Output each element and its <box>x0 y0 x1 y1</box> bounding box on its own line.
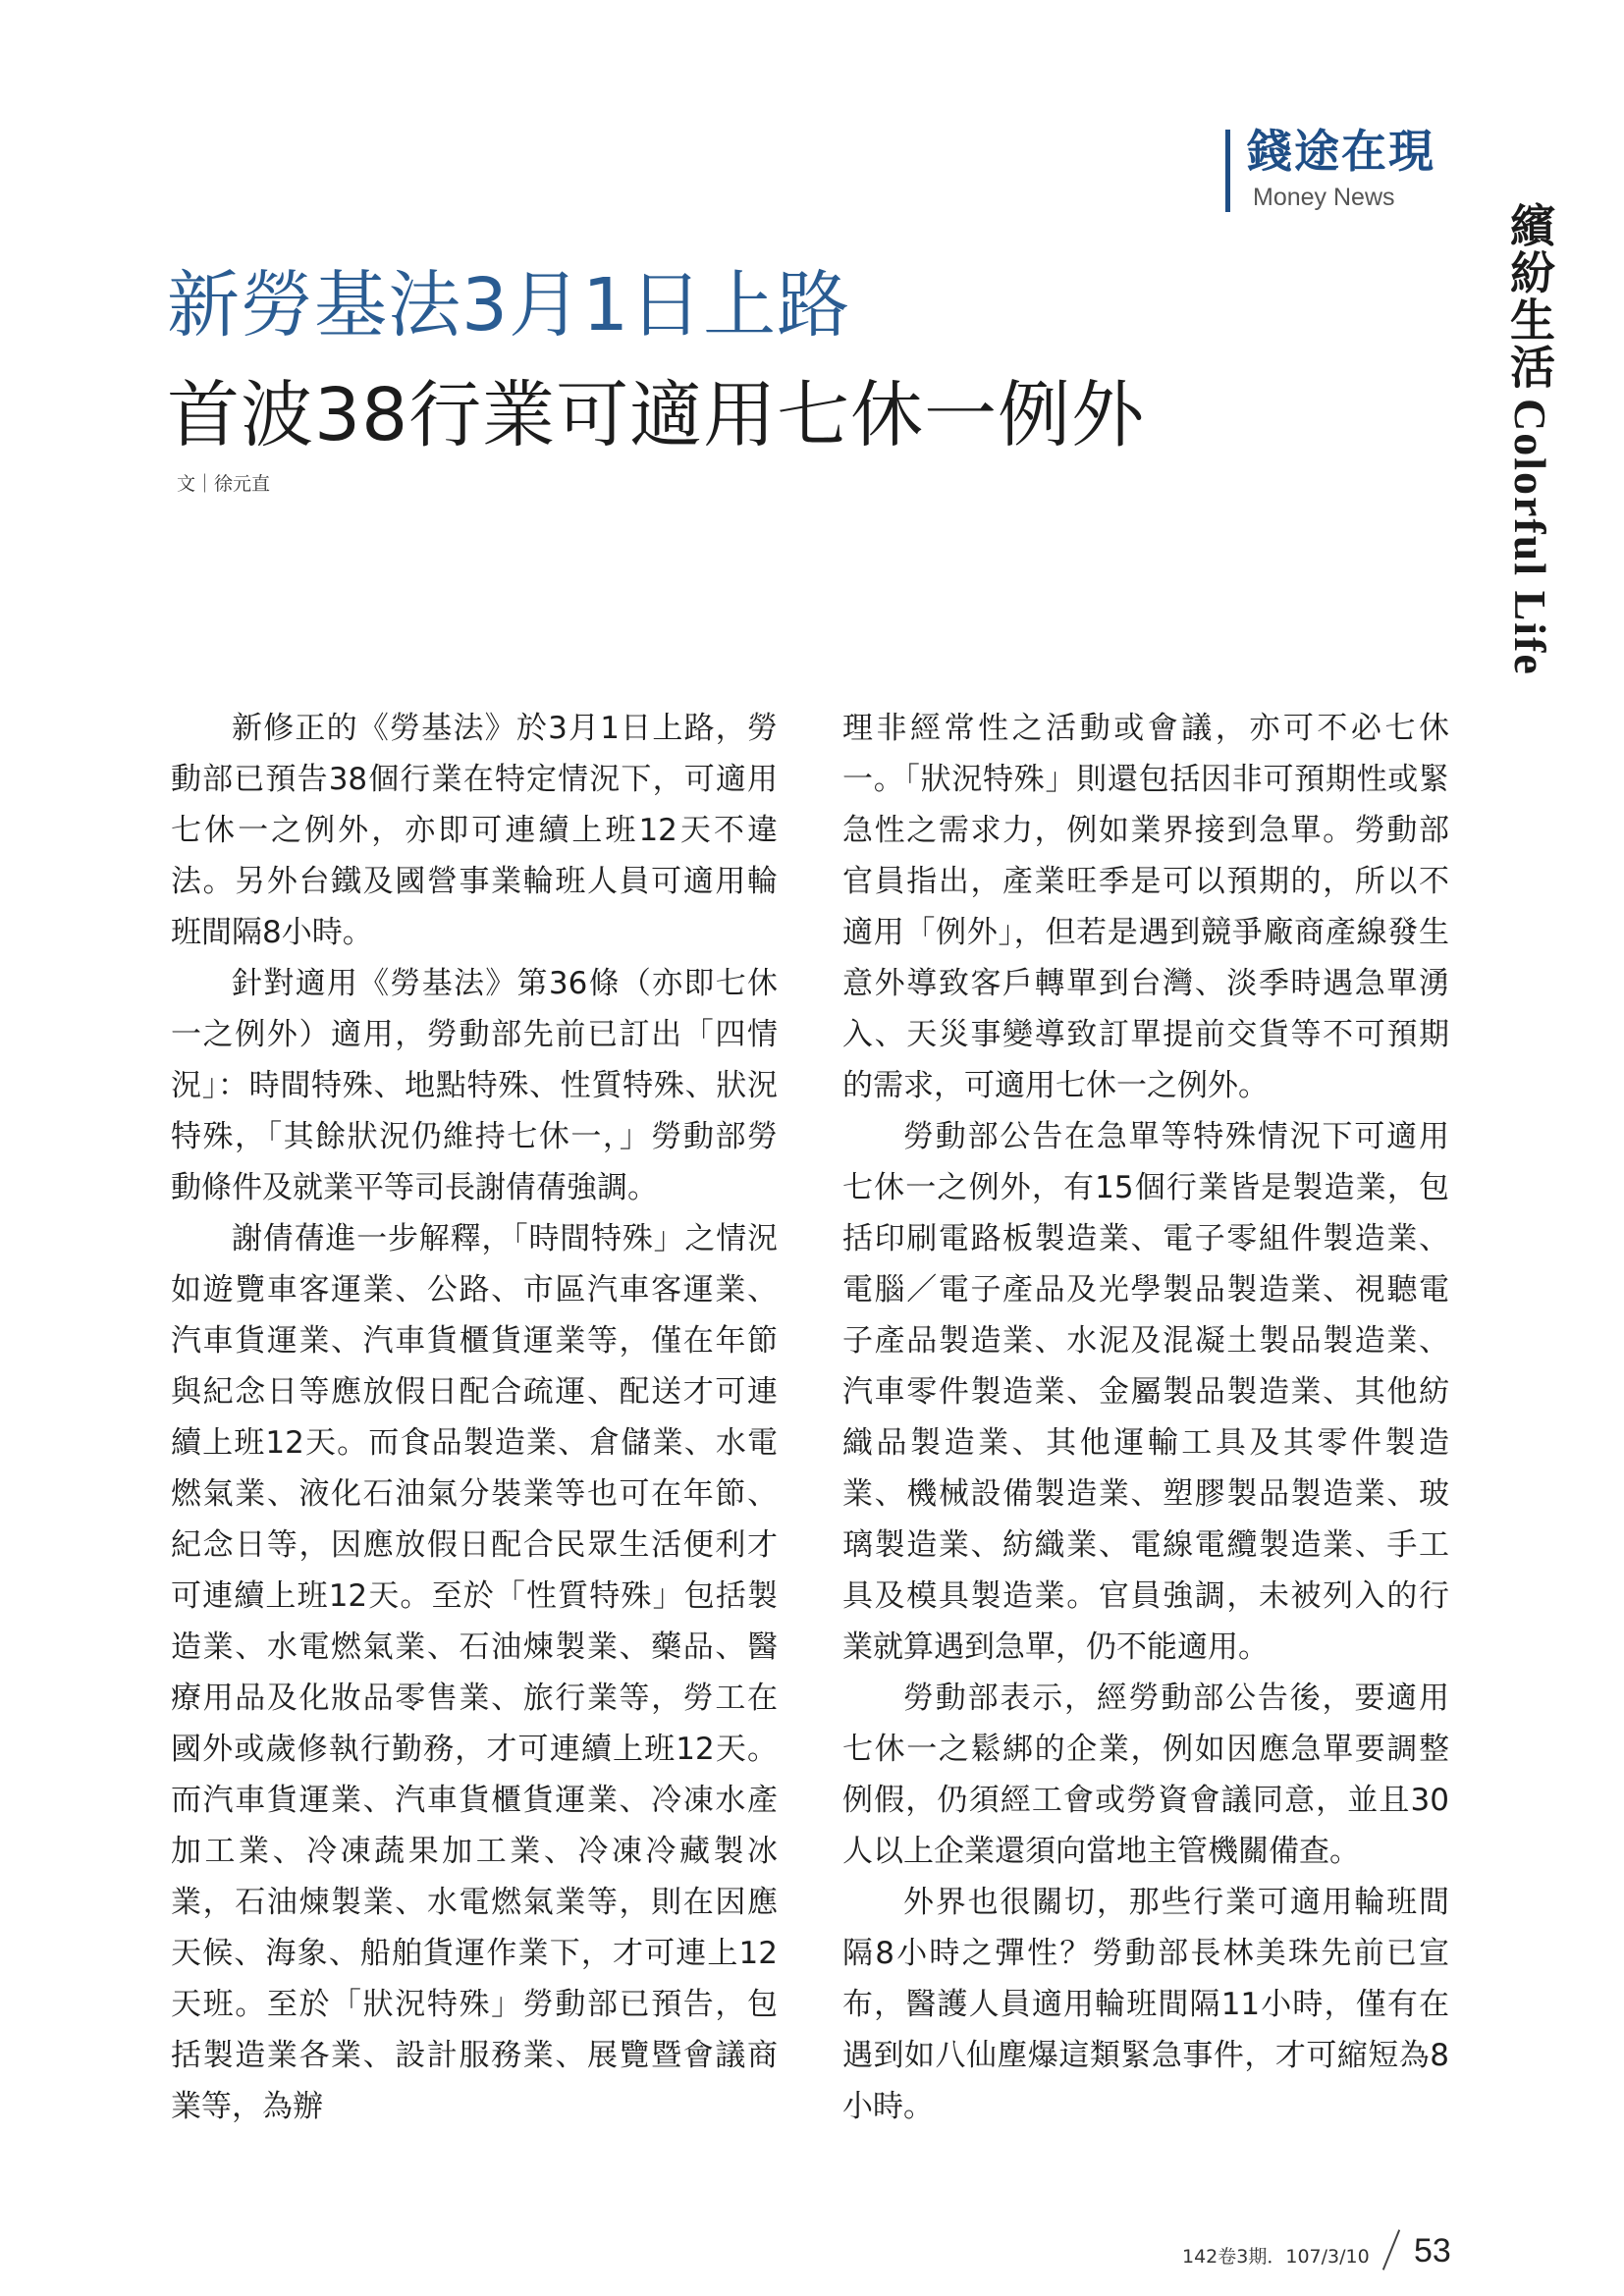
section-accent-bar <box>1225 130 1230 212</box>
page-number: 53 <box>1414 2232 1451 2269</box>
issue-info: 142卷3期．107/3/10 <box>1182 2246 1370 2268</box>
side-label-cn: 繽紛生活 <box>1503 202 1556 391</box>
side-label-en: Colorful Life <box>1505 399 1555 676</box>
paragraph: 外界也很關切，那些行業可適用輪班間隔8小時之彈性？勞動部長林美珠先前已宣布，醫護人員適用輪班間隔11小時，僅有在遇到如八仙塵爆這類緊急事件，才可縮短為8小時。 <box>842 1885 1449 2124</box>
article-column-right <box>842 703 1449 2132</box>
article-byline: 文｜徐元直 <box>177 473 271 495</box>
footer-divider <box>1382 2229 1400 2270</box>
paragraph: 勞動部公告在急單等特殊情況下可適用七休一之例外，有15個行業皆是製造業，包括印刷電路板製造業、電子零組件製造業、電腦／電子產品及光學製品製造業、視聽電子產品製造業、水泥及混凝土製品製造業、汽車零件製造業、金屬製品製造業、其他紡織品製造業、其他運輸工具及其零件製造業、機械設備製造業、塑膠製品製造業、玻璃製造業、紡織業、電線電纜製造業、手工具及模具製造業。官員強調，未被列入的行業就算遇到急單，仍不能適用。 <box>842 1119 1449 1665</box>
paragraph: 勞動部表示，經勞動部公告後，要適用七休一之鬆綁的企業，例如因應急單要調整例假，仍須經工會或勞資會議同意，並且30人以上企業還須向當地主管機關備查。 <box>842 1681 1449 1869</box>
article-title-line2: 首波38行業可適用七休一例外 <box>167 373 1146 457</box>
side-label <box>1500 202 1559 676</box>
article-title-line1: 新勞基法3月1日上路 <box>167 263 851 347</box>
page-footer <box>1182 2228 1467 2268</box>
paragraph-continuation: 理非經常性之活動或會議，亦可不必七休一。「狀況特殊」則還包括因非可預期性或緊急性之需求力，例如業界接到急單。勞動部官員指出，產業旺季是可以預期的，所以不適用「例外」，但若是遇到競爭廠商產線發生意外導致客戶轉單到台灣、淡季時遇急單湧入、天災事變導致訂單提前交貨等不可預期的需求，可適用七休一之例外。 <box>842 711 1449 1103</box>
section-header <box>1225 124 1520 212</box>
section-title: 錢途在現 <box>1247 125 1435 178</box>
paragraph: 新修正的《勞基法》於3月1日上路，勞動部已預告38個行業在特定情況下，可適用七休一之例外，亦即可連續上班12天不違法。另外台鐵及國營事業輪班人員可適用輪班間隔8小時。 <box>171 711 778 950</box>
paragraph: 謝倩蒨進一步解釋，「時間特殊」之情況如遊覽車客運業、公路、市區汽車客運業、汽車貨運業、汽車貨櫃貨運業等，僅在年節與紀念日等應放假日配合疏運、配送才可連續上班12天。而食品製造業、倉儲業、水電燃氣業、液化石油氣分裝業等也可在年節、紀念日等，因應放假日配合民眾生活便利才可連續上班12天。至於「性質特殊」包括製造業、水電燃氣業、石油煉製業、藥品、醫療用品及化妝品零售業、旅行業等，勞工在國外或歲修執行勤務，才可連續上班12天。而汽車貨運業、汽車貨櫃貨運業、冷凍水產加工業、冷凍蔬果加工業、冷凍冷藏製冰業，石油煉製業、水電燃氣業等，則在因應天候、海象、船舶貨運作業下，才可連上12天班。至於「狀況特殊」勞動部已預告，包括製造業各業、設計服務業、展覽暨會議商業等，為辦 <box>171 1221 778 2124</box>
paragraph: 針對適用《勞基法》第36條（亦即七休一之例外）適用，勞動部先前已訂出「四情況」：時間特殊、地點特殊、性質特殊、狀況特殊，「其餘狀況仍維持七休一，」勞動部勞動條件及就業平等司長謝倩蒨強調。 <box>171 966 778 1205</box>
section-subtitle: Money News <box>1253 184 1395 211</box>
article-column-left <box>171 703 778 2132</box>
